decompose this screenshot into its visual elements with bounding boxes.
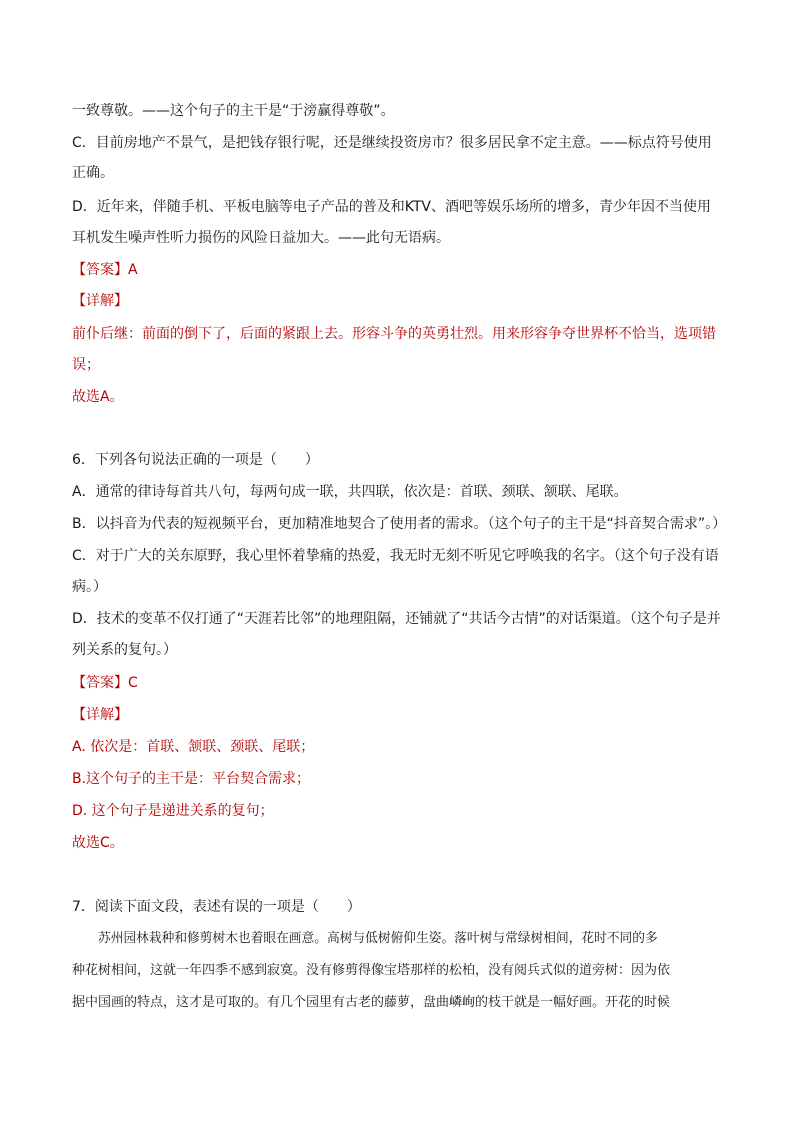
q6-option-d-line-2: 列关系的复句。） [72,642,177,658]
q7-passage-line-2: 种花树相间，这就一年四季不感到寂寞。没有修剪得像宝塔那样的松柏，没有阅兵式似的道旁树：因为依 [72,963,671,978]
q5-option-c-line-1: C．目前房地产不景气，是把钱存银行呢，还是继续投资房市？很多居民拿不定主意。——标点符号使用 [72,135,712,151]
q6-stem: 6．下列各句说法正确的一项是（ ） [72,452,319,468]
q6-answer: 【答案】C [72,675,138,691]
q5-detail-line-2: 误； [72,357,100,373]
q6-detail-heading: 【详解】 [72,707,128,723]
q6-conclusion: 故选C。 [72,835,124,851]
q5-option-c-line-2: 正确。 [72,165,114,181]
q5-conclusion: 故选A。 [72,389,124,405]
q6-detail-line-3: D. 这个句子是递进关系的复句； [72,803,274,819]
q6-option-a: A．通常的律诗每首共八句，每两句成一联，共四联，依次是：首联、颈联、颔联、尾联。 [72,484,628,500]
q5-answer: 【答案】A [72,262,138,278]
q6-option-d-line-1: D．技术的变革不仅打通了“天涯若比邻”的地理阻隔，还铺就了“共话今古情”的对话渠道。（这个句子是并 [72,611,721,627]
q7-stem: 7．阅读下面文段，表述有误的一项是（ ） [72,899,361,915]
q6-option-b: B．以抖音为代表的短视频平台，更加精准地契合了使用者的需求。（这个句子的主干是“抖音契合需求”。） [72,516,727,532]
q6-option-c-line-2: 病。） [72,579,107,595]
q5-option-d-line-1: D．近年来，伴随手机、平板电脑等电子产品的普及和KTV、酒吧等娱乐场所的增多，青少年因不当使用 [72,199,712,215]
q5-option-b-continuation: 一致尊敬。——这个句子的主干是“于滂赢得尊敬”。 [72,103,395,119]
q5-detail-heading: 【详解】 [72,293,128,309]
q6-detail-line-2: B.这个句子的主干是：平台契合需求； [72,771,311,787]
q5-option-d-line-2: 耳机发生噪声性听力损伤的风险日益加大。——此句无语病。 [72,230,450,246]
q5-detail-line-1: 前仆后继：前面的倒下了，后面的紧跟上去。形容斗争的英勇壮烈。用来形容争夺世界杯不恰当，选项错 [72,326,716,342]
q7-passage-line-1: 苏州园林栽种和修剪树木也着眼在画意。高树与低树俯仰生姿。落叶树与常绿树相间，花时不同的多 [98,931,658,946]
q7-passage-line-3: 据中国画的特点，这才是可取的。有几个园里有古老的藤萝，盘曲嶙峋的枝干就是一幅好画。开花的时候 [72,995,671,1010]
q6-option-c-line-1: C．对于广大的关东原野，我心里怀着挚痛的热爱，我无时无刻不听见它呼唤我的名字。（这个句子没有语 [72,548,719,564]
q6-detail-line-1: A. 依次是：首联、颔联、颈联、尾联； [72,739,315,755]
